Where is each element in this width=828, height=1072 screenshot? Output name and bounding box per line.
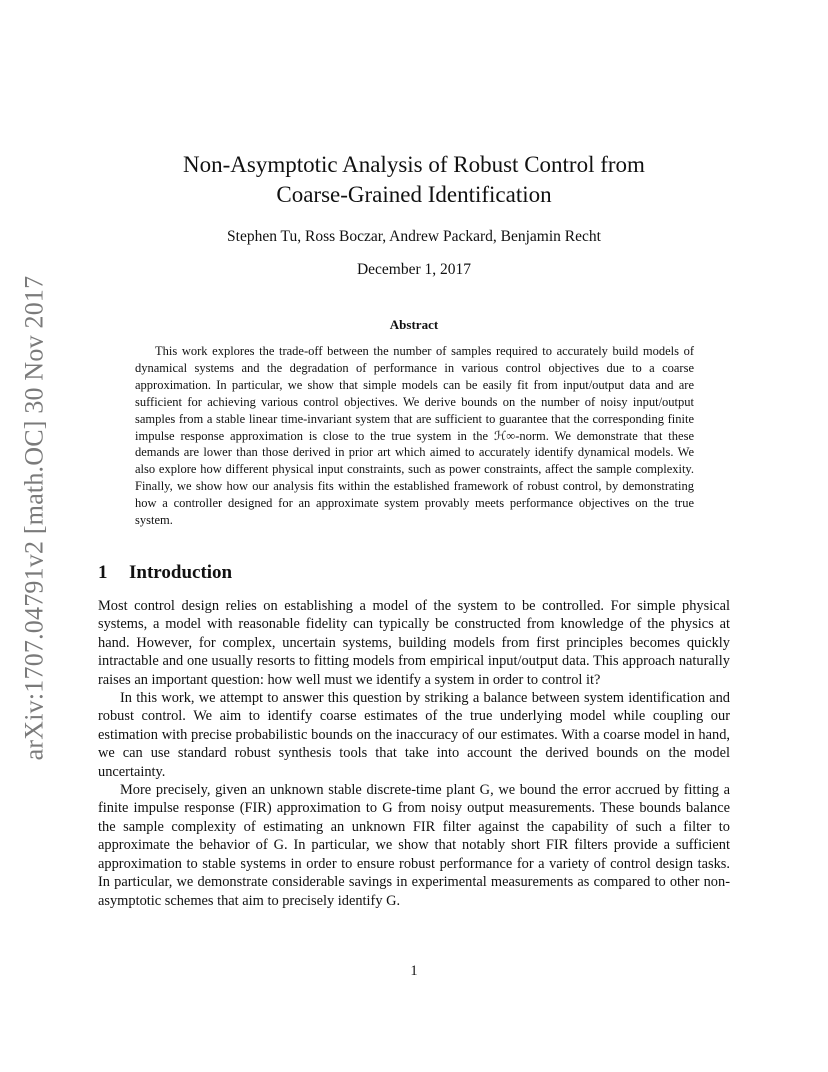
body-text [98, 597, 730, 910]
abstract-heading: Abstract [389, 317, 439, 332]
title-line: Non-Asymptotic Analysis of Robust Control from [183, 152, 645, 177]
paper-title [100, 150, 728, 210]
title-line: Coarse-Grained Identification [276, 182, 552, 207]
section-number: 1 [98, 562, 108, 583]
arxiv-identifier: arXiv:1707.04791v2 [math.OC] 30 Nov 2017 [19, 275, 48, 760]
abstract-text: This work explores the trade-off between the number of samples required to accurately build models of dynamical systems and the degradation of performance in various control objectives due to a coarse approximation. In particular, we show that simple models can be easily fit from input/output data and are sufficient for achieving various control objectives. We derive bounds on the number of noisy input/output samples from a stable linear time-invariant system that are sufficient to guarantee that the corresponding finite impulse response approximation is close to the true system in the ℋ∞-norm. We demonstrate that these demands are lower than those derived in prior art which aimed to accurately identify dynamical models. We also explore how different physical input constraints, such as power constraints, affect the sample complexity. Finally, we show how our analysis fits within the established framework of robust control, by demonstrating how a controller designed for an approximate system provably meets performance objectives on the true system. [135, 344, 694, 528]
section-title: Introduction [129, 562, 233, 583]
page-number: 1 [410, 963, 418, 979]
section-heading [98, 561, 728, 585]
body-paragraph: In this work, we attempt to answer this question by striking a balance between system identification and robust control. We aim to identify coarse estimates of the true underlying model while coupling our estimation with precise probabilistic bounds on the inaccuracy of our estimates. With a coarse model in hand, we can use standard robust synthesis tools that take into account the derived bounds on the model uncertainty. [98, 690, 730, 780]
arxiv-side-label [10, 260, 58, 775]
author-list: Stephen Tu, Ross Boczar, Andrew Packard, Benjamin Recht [227, 228, 601, 245]
body-paragraph: More precisely, given an unknown stable discrete-time plant G, we bound the error accrued by fitting a finite impulse response (FIR) approximation to G from noisy output measurements. These bounds balance the sample complexity of estimating an unknown FIR filter against the capability of such a filter to approximate the behavior of G. In particular, we show that notably short FIR filters provide a sufficient approximation to stable systems in order to ensure robust performance for a variety of control design tasks. In particular, we demonstrate considerable savings in experimental measurements as compared to other non-asymptotic schemes that aim to precisely identify G. [98, 782, 730, 909]
body-paragraph: Most control design relies on establishing a model of the system to be controlled. For simple physical systems, a model with reasonable fidelity can typically be constructed from knowledge of the physics at hand. However, for complex, uncertain systems, building models from first principles becomes quickly intractable and one usually resorts to fitting models from empirical input/output data. This approach naturally raises an important question: how well must we identify a system in order to control it? [98, 598, 730, 688]
publication-date: December 1, 2017 [356, 261, 472, 278]
